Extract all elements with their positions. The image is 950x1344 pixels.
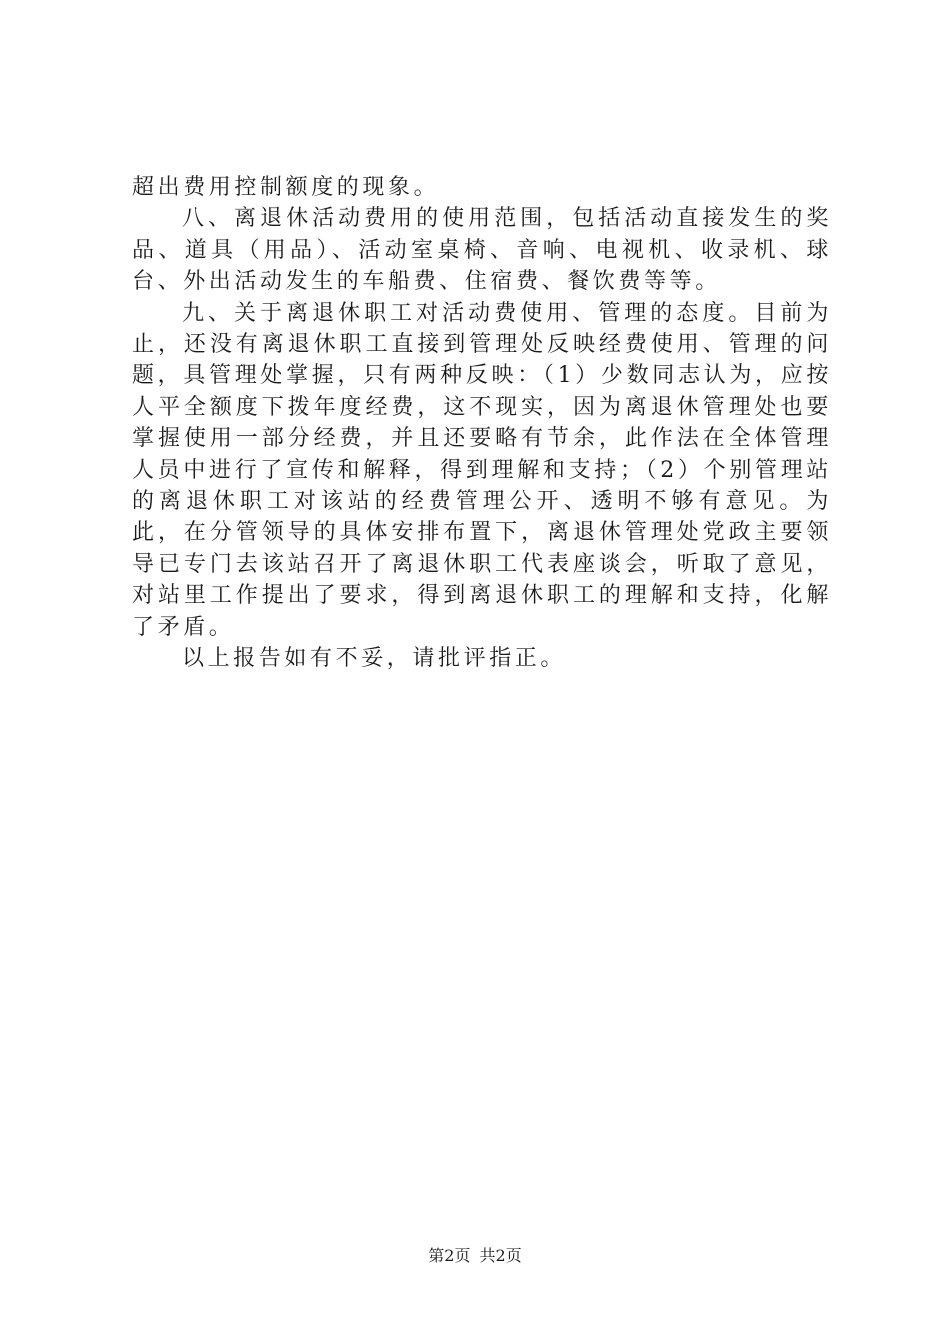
document-body — [132, 172, 832, 675]
page-footer — [0, 1243, 950, 1266]
paragraph-item-8: 八、离退休活动费用的使用范围，包括活动直接发生的奖品、道具（用品）、活动室桌椅、音响、电视机、收录机、球台、外出活动发生的车船费、住宿费、餐饮费等等。 — [132, 206, 832, 295]
paragraph-item-9: 九、关于离退休职工对活动费使用、管理的态度。目前为止，还没有离退休职工直接到管理处反映经费使用、管理的问题，具管理处掌握，只有两种反映：（1）少数同志认为，应按人平全额度下拨年度经费，这不现实，因为离退休管理处也要掌握使用一部分经费，并且还要略有节余，此作法在全体管理人员中进行了宣传和解释，得到理解和支持；（2）个别管理站的离退休职工对该站的经费管理公开、透明不够有意见。为此，在分管领导的具体安排布置下，离退休管理处党政主要领导已专门去该站召开了离退休职工代表座谈会，听取了意见，对站里工作提出了要求，得到离退休职工的理解和支持，化解了矛盾。 — [132, 300, 832, 640]
page-number-current: 第2页 — [428, 1246, 471, 1265]
paragraph-closing: 以上报告如有不妥，请批评指正。 — [182, 646, 567, 672]
paragraph-continuation: 超出费用控制额度的现象。 — [132, 175, 440, 200]
page-number-total: 共2页 — [479, 1246, 522, 1265]
